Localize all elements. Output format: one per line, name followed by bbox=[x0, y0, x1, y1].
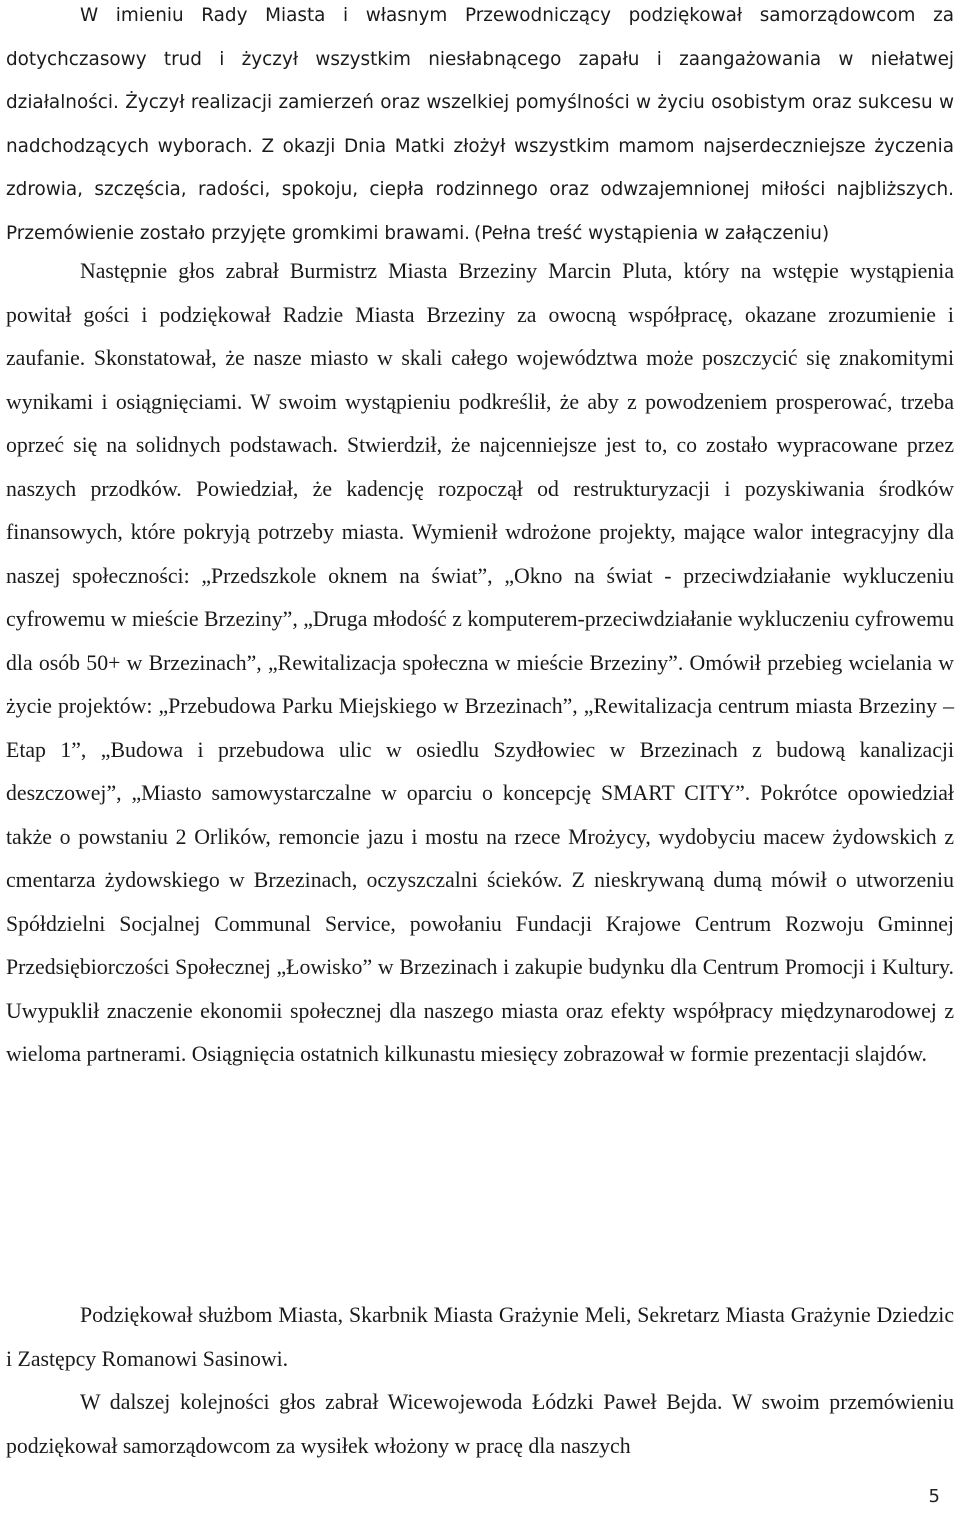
paragraph-council-chairman bbox=[6, 0, 954, 255]
paragraph-thanks-services: Podziękował służbom Miasta, Skarbnik Miasta Grażynie Meli, Sekretarz Miasta Grażynie Dziedzic i Zastępcy Romanowi Sasinowi. bbox=[6, 1303, 954, 1371]
paragraph-vice-voivode: W dalszej kolejności głos zabrał Wicewojewoda Łódzki Paweł Bejda. W swoim przemówieniu podziękował samorządowcom za wysiłek włożony w pracę dla naszych bbox=[6, 1390, 954, 1458]
paragraph-council-chairman-main: W imieniu Rady Miasta i własnym Przewodniczący podziękował samorządowcom za dotychczasowy trud i życzył wszystkim niesłabnącego zapału i zaangażowania w niełatwej działalności. Życzył realizacji zamierzeń oraz wszelkiej pomyślności w życiu osobistym oraz sukcesu w nadchodzących wyborach. Z okazji Dnia Matki złożył wszystkim mamom najserdeczniejsze życzenia zdrowia, szczęścia, radości, spokoju, ciepła rodzinnego oraz odwzajemnionej miłości najbliższych. Przemówienie zostało przyjęte gromkimi brawami. bbox=[6, 5, 954, 244]
paragraph-mayor-speech: Następnie głos zabrał Burmistrz Miasta Brzeziny Marcin Pluta, który na wstępie wystąpienia powitał gości i podziękował Radzie Miasta Brzeziny za owocną współpracę, okazane zrozumienie i zaufanie. Skonstatował, że nasze miasto w skali całego województwa może poszczycić się znakomitymi wynikami i osiągnięciami. W swoim wystąpieniu podkreślił, że aby z powodzeniem prosperować, trzeba oprzeć się na solidnych podstawach. Stwierdził, że najcenniejsze jest to, co zostało wypracowane przez naszych przodków. Powiedział, że kadencję rozpoczął od restrukturyzacji i pozyskiwania środków finansowych, które pokryją potrzeby miasta. Wymienił wdrożone projekty, mające walor integracyjny dla naszej społeczności: „Przedszkole oknem na świat”, „Okno na świat - przeciwdziałanie wykluczeniu cyfrowemu w mieście Brzeziny”, „Druga młodość z komputerem-przeciwdziałanie wykluczeniu cyfrowemu dla osób 50+ w Brzezinach”, „Rewitalizacja społeczna w mieście Brzeziny”. Omówił przebieg wcielania w życie projektów: „Przebudowa Parku Miejskiego w Brzezinach”, „Rewitalizacja centrum miasta Brzeziny – Etap 1”, „Budowa i przebudowa ulic w osiedlu Szydłowiec w Brzezinach z budową kanalizacji deszczowej”, „Miasto samowystarczalne w oparciu o koncepcję SMART CITY”. Pokrótce opowiedział także o powstaniu 2 Orlików, remoncie jazu i mostu na rzece Mrożycy, wydobyciu macew żydowskich z cmentarza żydowskiego w Brzezinach, oczyszczalni ścieków. Z nieskrywaną dumą mówił o utworzeniu Spółdzielni Socjalnej Communal Service, powołaniu Fundacji Krajowe Centrum Rozwoju Gminnej Przedsiębiorczości Społecznej „Łowisko” w Brzezinach i zakupie budynku dla Centrum Promocji i Kultury. Uwypuklił znaczenie ekonomii społecznej dla naszego miasta oraz efekty współpracy międzynarodowej z wieloma partnerami. Osiągnięcia ostatnich kilkunastu miesięcy zobrazował w formie prezentacji slajdów. bbox=[6, 259, 954, 1066]
attachment-note: (Pełna treść wystąpienia w załączeniu) bbox=[474, 222, 830, 244]
page-number: 5 bbox=[928, 1486, 940, 1507]
